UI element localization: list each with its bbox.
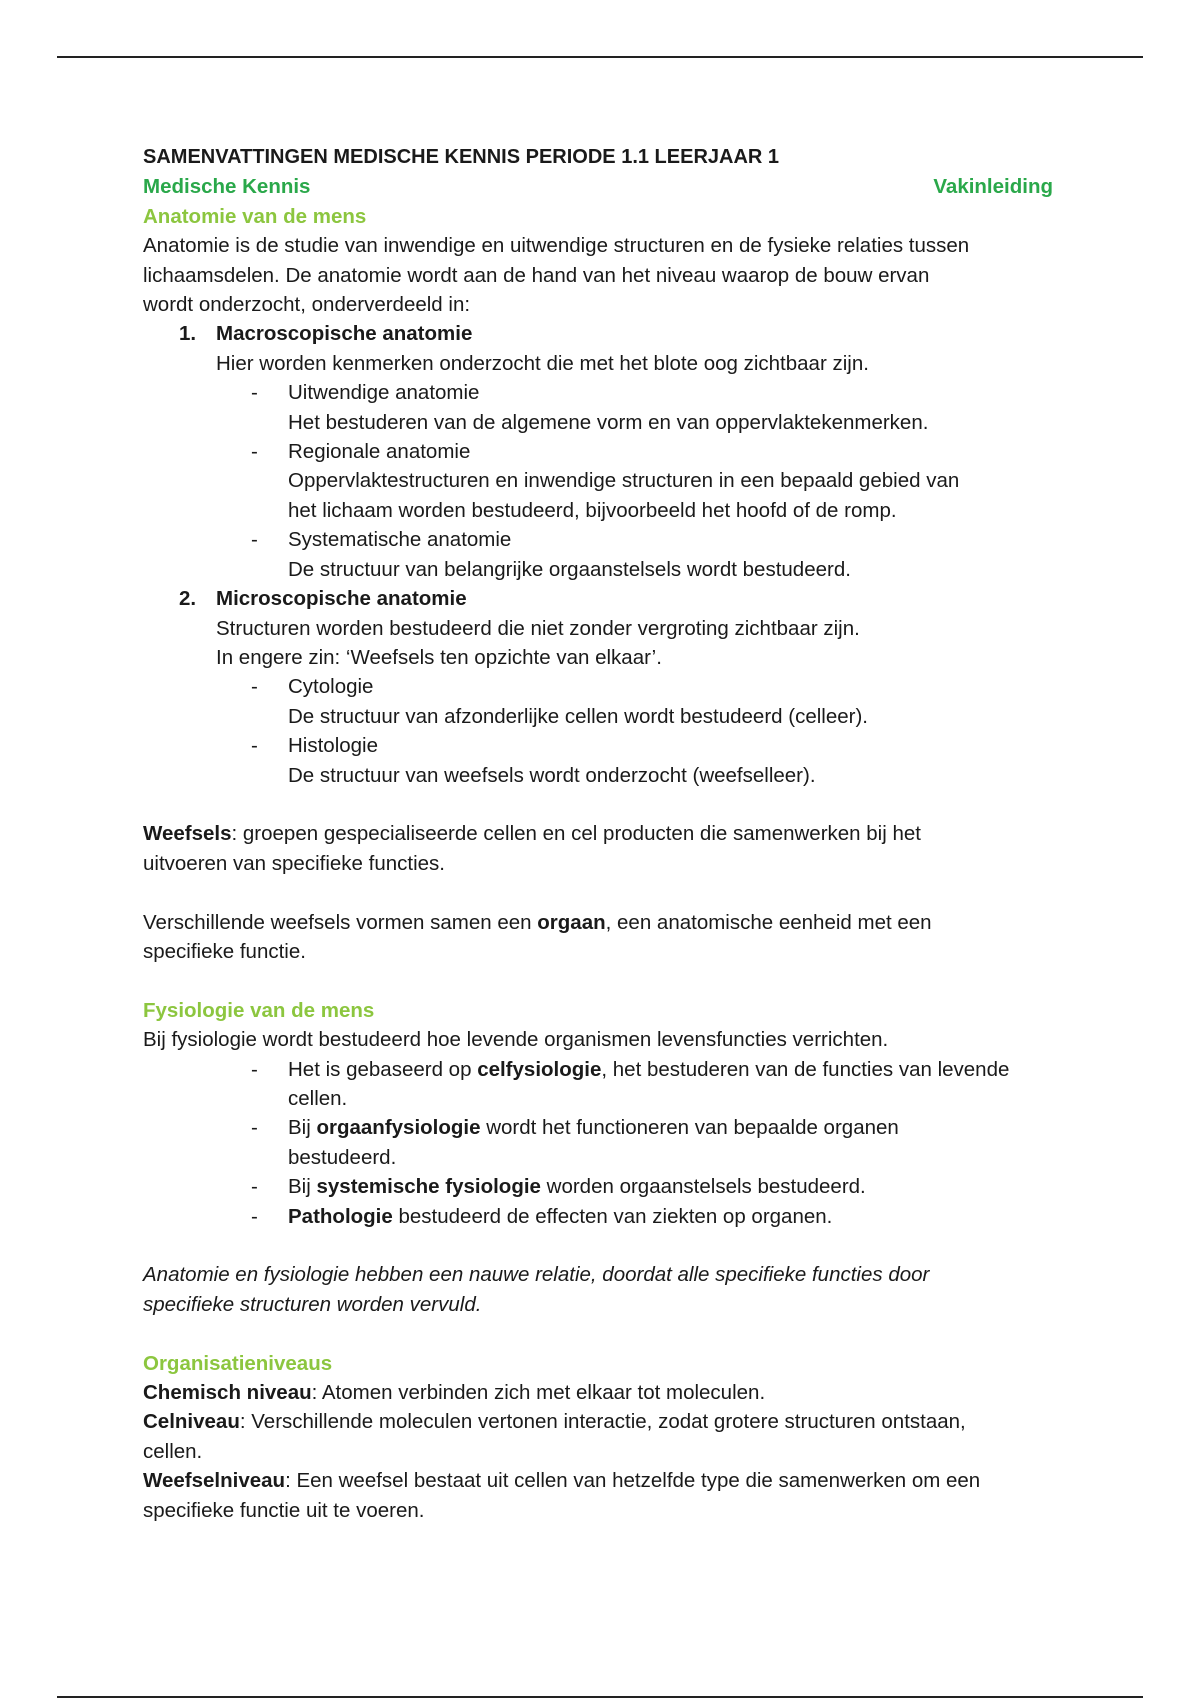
level-weefsel: Weefselniveau: Een weefsel bestaat uit cellen van hetzelfde type die samenwerken om een bbox=[143, 1469, 981, 1493]
list-number: 1. bbox=[179, 322, 197, 346]
paragraph-line: specifieke functie. bbox=[143, 939, 306, 963]
term: orgaan bbox=[537, 910, 606, 934]
list-item-desc: In engere zin: ‘Weefsels ten opzichte van elkaar’. bbox=[216, 645, 662, 669]
level-cel: Celniveau: Verschillende moleculen vertonen interactie, zodat grotere structuren ontstaan, bbox=[143, 1410, 966, 1434]
bullet-item: - Het is gebaseerd op celfysiologie, het bestuderen van de functies van levende bbox=[143, 1055, 1053, 1084]
heading-organisatieniveaus: Organisatieniveaus bbox=[143, 1351, 333, 1375]
doc-title: SAMENVATTINGEN MEDISCHE KENNIS PERIODE 1.1 LEERJAAR 1 bbox=[143, 146, 780, 168]
paragraph-line: Bij fysiologie wordt bestudeerd hoe levende organismen levensfuncties verrichten. bbox=[143, 1028, 889, 1052]
dash-bullet: - bbox=[251, 1116, 258, 1140]
sub-item-desc: De structuur van afzonderlijke cellen wordt bestudeerd (celleer). bbox=[288, 704, 868, 728]
sub-item-name: Cytologie bbox=[288, 675, 374, 699]
bottom-rule bbox=[57, 1696, 1143, 1698]
term: Chemisch niveau bbox=[143, 1380, 312, 1404]
term: orgaanfysiologie bbox=[316, 1116, 481, 1140]
term: Weefselniveau bbox=[143, 1469, 286, 1493]
sub-item-desc: De structuur van weefsels wordt onderzocht (weefselleer). bbox=[288, 763, 816, 787]
sub-item bbox=[143, 672, 1053, 701]
sub-item-desc: het lichaam worden bestudeerd, bijvoorbeeld het hoofd of de romp. bbox=[288, 498, 897, 522]
heading-anatomie: Anatomie van de mens bbox=[143, 204, 367, 228]
paragraph-line: wordt onderzocht, onderverdeeld in: bbox=[143, 293, 471, 317]
bullet-cont: bestudeerd. bbox=[288, 1145, 397, 1169]
bullet-item: - Bij systemische fysiologie worden orgaanstelsels bestudeerd. bbox=[143, 1172, 1053, 1201]
term: Pathologie bbox=[288, 1204, 393, 1228]
italic-note: specifieke structuren worden vervuld. bbox=[143, 1292, 482, 1316]
term: Weefsels bbox=[143, 822, 232, 846]
paragraph-line: Anatomie is de studie van inwendige en uitwendige structuren en de fysieke relaties tussen bbox=[143, 234, 970, 258]
dash-bullet: - bbox=[251, 1204, 258, 1228]
list-number: 2. bbox=[179, 587, 197, 611]
subject-label: Medische Kennis bbox=[143, 175, 311, 199]
sub-item-name: Systematische anatomie bbox=[288, 528, 512, 552]
list-item-title: Macroscopische anatomie bbox=[216, 322, 473, 346]
top-rule bbox=[57, 56, 1143, 58]
sub-item bbox=[143, 525, 1053, 554]
weefsels-definition: Weefsels: groepen gespecialiseerde cellen en cel producten die samenwerken bij het bbox=[143, 822, 921, 846]
track-label: Vakinleiding bbox=[933, 175, 1053, 199]
paragraph-line: lichaamsdelen. De anatomie wordt aan de hand van het niveau waarop de bouw ervan bbox=[143, 263, 930, 287]
sub-item bbox=[143, 378, 1053, 407]
list-item-desc: Structuren worden bestudeerd die niet zonder vergroting zichtbaar zijn. bbox=[216, 616, 860, 640]
dash-bullet: - bbox=[251, 381, 258, 405]
term: Celniveau bbox=[143, 1410, 240, 1434]
doc-subtitle-row bbox=[143, 172, 1053, 201]
bullet-item: - Bij orgaanfysiologie wordt het functioneren van bepaalde organen bbox=[143, 1113, 1053, 1142]
italic-note: Anatomie en fysiologie hebben een nauwe relatie, doordat alle specifieke functies door bbox=[143, 1263, 930, 1287]
sub-item-desc: De structuur van belangrijke orgaanstelsels wordt bestudeerd. bbox=[288, 557, 851, 581]
term: systemische fysiologie bbox=[316, 1175, 541, 1199]
paragraph-line: uitvoeren van specifieke functies. bbox=[143, 851, 445, 875]
dash-bullet: - bbox=[251, 528, 258, 552]
sub-item bbox=[143, 731, 1053, 760]
sub-item-name: Uitwendige anatomie bbox=[288, 381, 480, 405]
heading-fysiologie: Fysiologie van de mens bbox=[143, 998, 375, 1022]
dash-bullet: - bbox=[251, 1175, 258, 1199]
paragraph-line: specifieke functie uit te voeren. bbox=[143, 1498, 425, 1522]
sub-item-desc: Oppervlaktestructuren en inwendige structuren in een bepaald gebied van bbox=[288, 469, 960, 493]
dash-bullet: - bbox=[251, 675, 258, 699]
list-item-desc: Hier worden kenmerken onderzocht die met het blote oog zichtbaar zijn. bbox=[216, 351, 869, 375]
list-item-macroscopisch bbox=[143, 319, 1053, 348]
orgaan-definition: Verschillende weefsels vormen samen een orgaan, een anatomische eenheid met een bbox=[143, 910, 932, 934]
sub-item-name: Histologie bbox=[288, 734, 379, 758]
level-chemisch: Chemisch niveau: Atomen verbinden zich met elkaar tot moleculen. bbox=[143, 1380, 766, 1404]
dash-bullet: - bbox=[251, 440, 258, 464]
dash-bullet: - bbox=[251, 734, 258, 758]
sub-item-desc: Het bestuderen van de algemene vorm en van oppervlaktekenmerken. bbox=[288, 410, 929, 434]
bullet-cont: cellen. bbox=[288, 1086, 348, 1110]
paragraph-line: cellen. bbox=[143, 1439, 203, 1463]
list-item-title: Microscopische anatomie bbox=[216, 587, 467, 611]
list-item-microscopisch bbox=[143, 584, 1053, 613]
sub-item-name: Regionale anatomie bbox=[288, 440, 471, 464]
sub-item bbox=[143, 437, 1053, 466]
term: celfysiologie bbox=[477, 1057, 602, 1081]
document-body bbox=[143, 143, 1053, 1525]
bullet-item: - Pathologie bestudeerd de effecten van ziekten op organen. bbox=[143, 1202, 1053, 1231]
dash-bullet: - bbox=[251, 1057, 258, 1081]
